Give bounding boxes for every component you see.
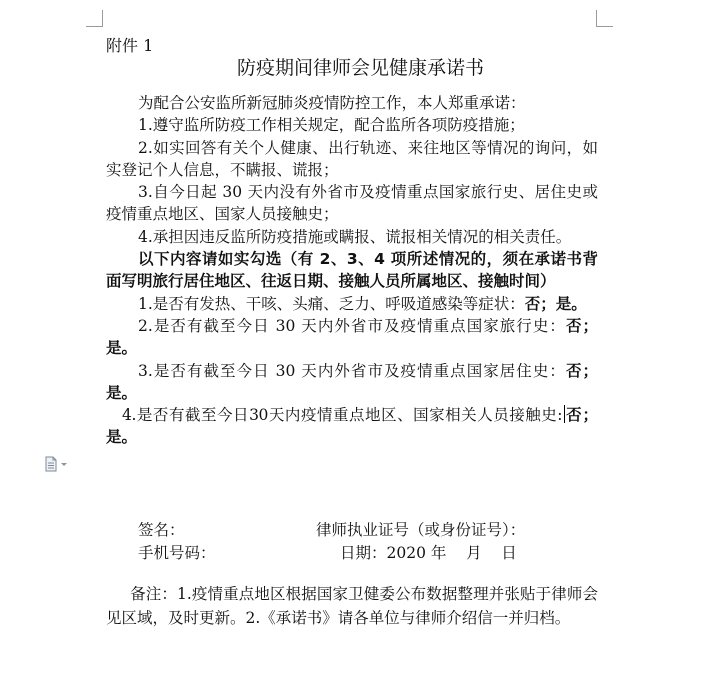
answer-options[interactable]: 否；是。 bbox=[106, 316, 598, 358]
pledge-item: 1.遵守监所防疫工作相关规定，配合监所各项防疫措施； bbox=[138, 116, 525, 135]
question-text: 2.是否有截至今日 30 天内外省市及疫情重点国家旅行史： bbox=[138, 316, 566, 335]
chevron-down-icon bbox=[61, 463, 67, 466]
page-corner-mark-right bbox=[596, 10, 613, 27]
signature-label: 签名： bbox=[138, 521, 185, 539]
answer-options[interactable]: 否；是。 bbox=[106, 361, 598, 402]
license-number-label: 律师执业证号（或身份证号）： bbox=[316, 521, 526, 539]
pledge-item: 3.自今日起 30 天内没有外省市及疫情重点国家旅行史、居住史或疫情重点地区、国家人员接触史； bbox=[106, 183, 598, 224]
question-item bbox=[106, 315, 598, 360]
attachment-label: 附件 1 bbox=[106, 36, 154, 55]
intro-paragraph: 为配合公安监所新冠肺炎疫情防控工作，本人郑重承诺： bbox=[138, 94, 526, 112]
pledge-item: 2.如实回答有关个人健康、出行轨迹、来往地区等情况的询问，如实登记个人信息，不瞒报、谎报； bbox=[106, 138, 598, 179]
phone-number-label: 手机号码： bbox=[138, 544, 216, 562]
answer-options[interactable]: 否；是。 bbox=[524, 294, 587, 313]
remarks-paragraph bbox=[106, 582, 598, 630]
answer-options[interactable]: 否；是。 bbox=[106, 406, 598, 447]
date-label: 日期：2020 年 月 日 bbox=[340, 544, 517, 562]
remarks-text: 备注：1.疫情重点地区根据国家卫健委公布数据整理并张贴于律师会见区域，及时更新。2.《承诺书》请各单位与律师介绍信一并归档。 bbox=[106, 585, 598, 627]
question-text: 1.是否有发热、干咳、头痛、乏力、呼吸道感染等症状： bbox=[138, 294, 525, 313]
document-icon[interactable] bbox=[45, 456, 71, 472]
document-title: 防疫期间律师会见健康承诺书 bbox=[236, 57, 484, 79]
document-body[interactable] bbox=[106, 92, 598, 449]
instruction-paragraph: 以下内容请如实勾选（有 2、3、4 项所述情况的，须在承诺书背面写明旅行居住地区、往返日期、接触人员所属地区、接触时间） bbox=[106, 250, 598, 291]
question-item bbox=[106, 360, 598, 405]
question-item bbox=[106, 293, 598, 315]
pledge-item: 4.承担因违反监所防疫措施或瞒报、谎报相关情况的相关责任。 bbox=[138, 227, 572, 246]
page-corner-mark-left bbox=[86, 10, 103, 27]
question-item bbox=[106, 404, 598, 449]
question-text: 4.是否有截至今日30天内疫情重点地区、国家相关人员接触史: bbox=[122, 406, 563, 425]
question-text: 3.是否有截至今日 30 天内外省市及疫情重点国家居住史： bbox=[138, 361, 566, 380]
